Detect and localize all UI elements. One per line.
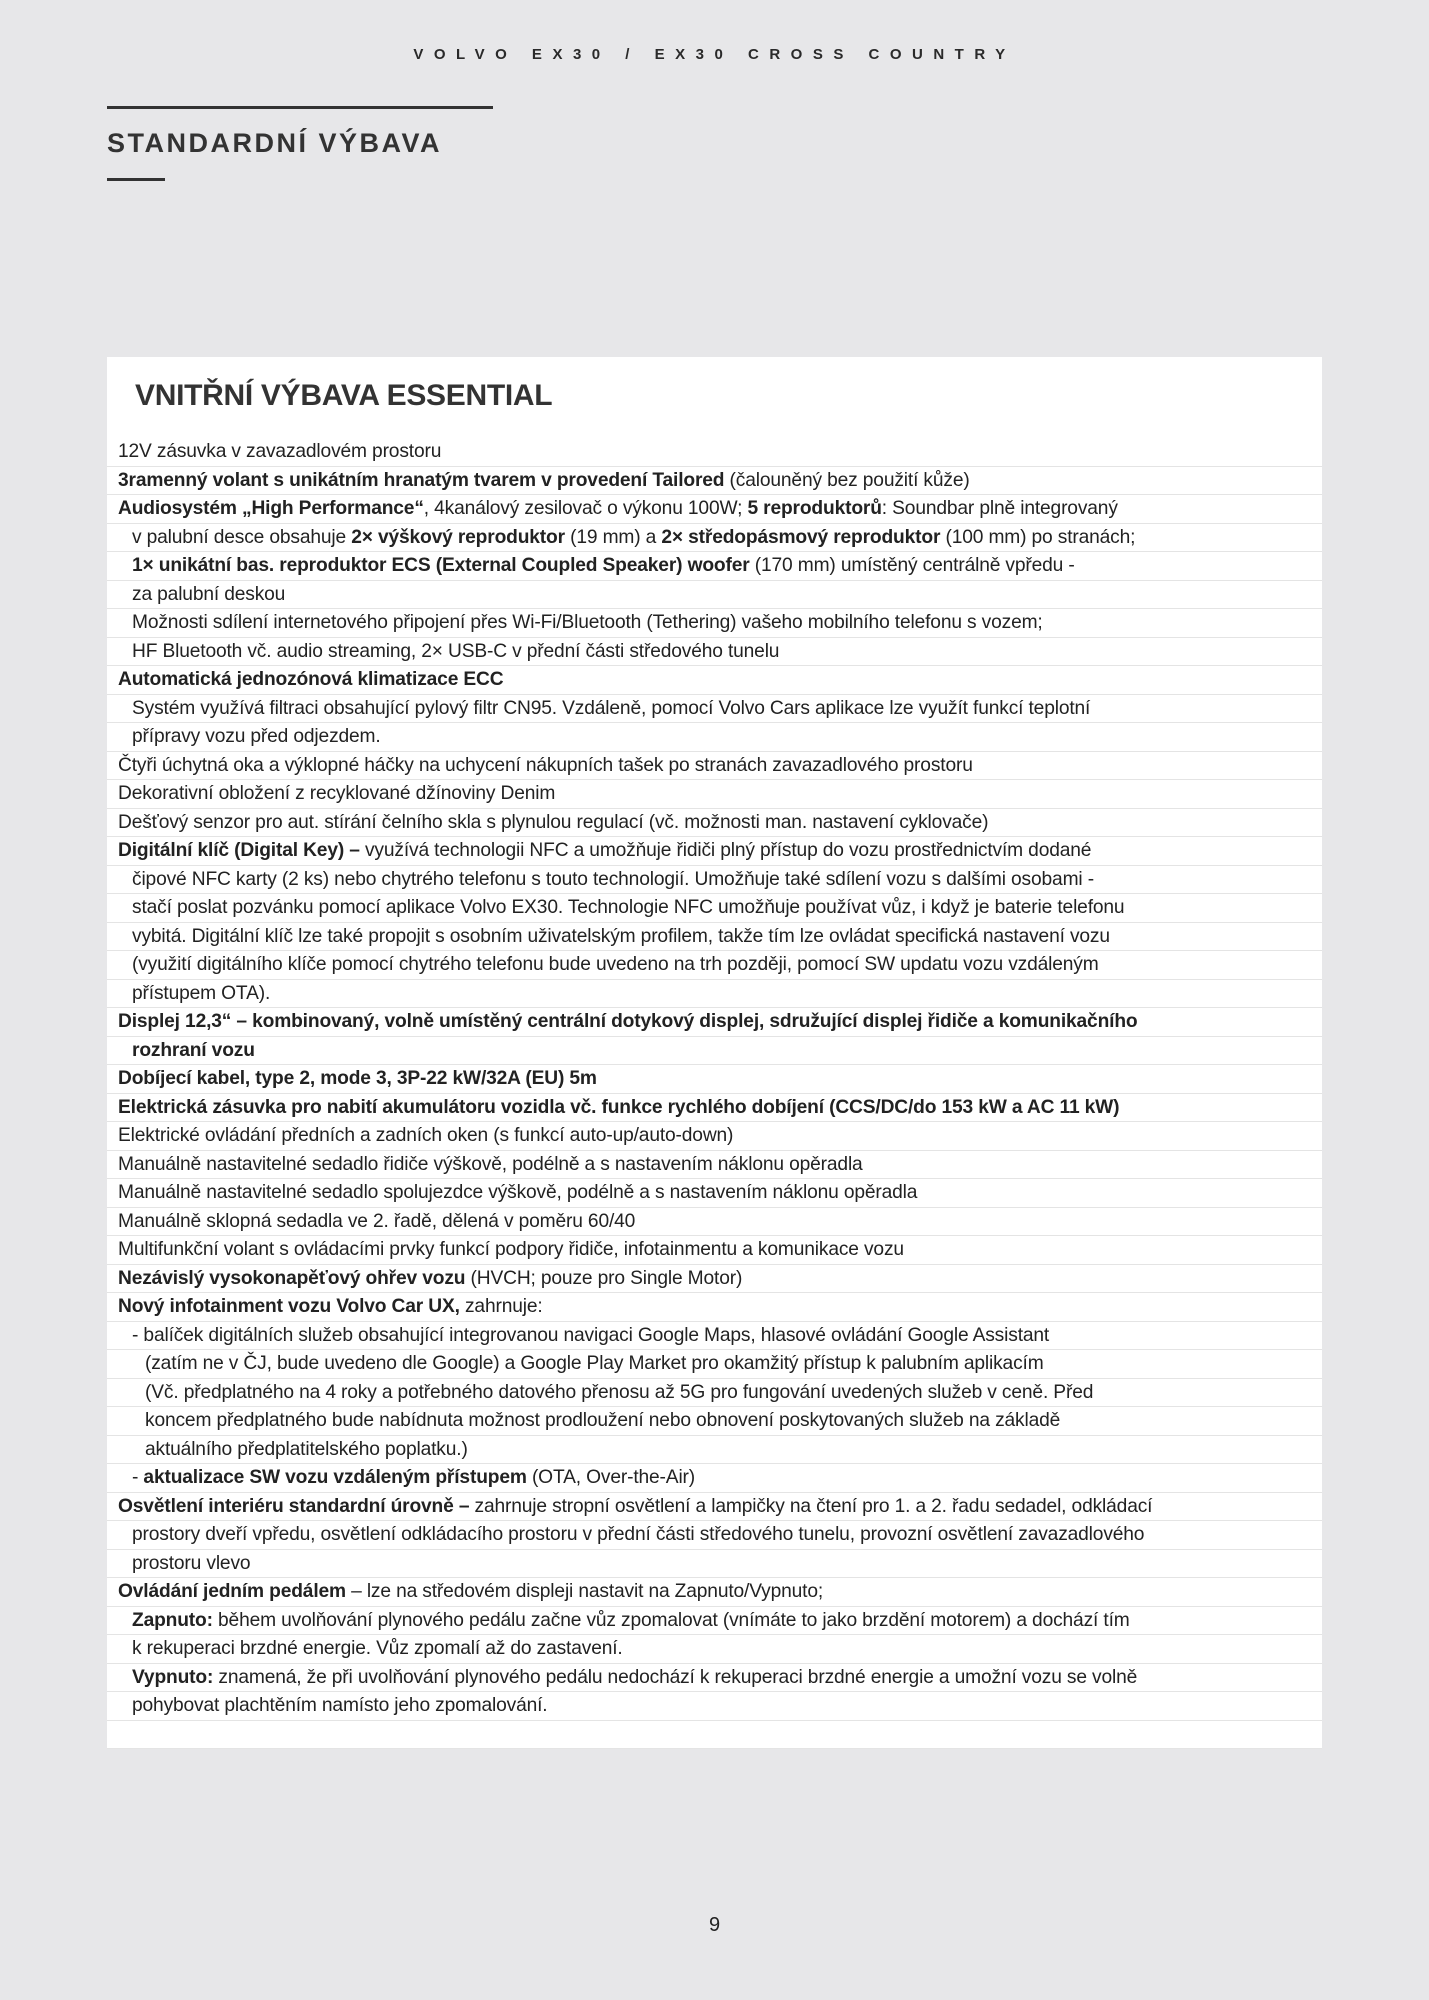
list-item	[107, 1322, 1322, 1351]
text: Manuálně sklopná sedadla ve 2. řadě, dělená v poměru 60/40	[118, 1210, 636, 1232]
text: Multifunkční volant s ovládacími prvky funkcí podpory řidiče, infotainmentu a komunikace vozu	[118, 1239, 904, 1260]
list-item	[107, 894, 1322, 923]
list-item	[107, 1293, 1322, 1322]
text: Dešťový senzor pro aut. stírání čelního skla s plynulou regulací (vč. možnosti man. nastavení cyklovače)	[118, 811, 989, 833]
text: : Soundbar plně integrovaný	[881, 498, 1118, 519]
text: prostoru vlevo	[132, 1552, 251, 1574]
bold-text: Elektrická zásuvka pro nabití akumulátoru vozidla vč. funkce rychlého dobíjení (CCS/DC/do 153 kW a AC 11 kW)	[118, 1096, 1120, 1118]
text: využívá technologii NFC a umožňuje řidiči plný přístup do vozu prostřednictvím dodané	[359, 840, 1092, 861]
list-item	[107, 951, 1322, 980]
list-item	[107, 609, 1322, 638]
list-item	[107, 1407, 1322, 1436]
bold-text: rozhraní vozu	[132, 1039, 255, 1061]
document-header: VOLVO EX30 / EX30 CROSS COUNTRY	[413, 46, 1016, 63]
text: (100 mm) po stranách;	[940, 526, 1136, 548]
list-item	[107, 638, 1322, 667]
text: v palubní desce obsahuje	[132, 526, 352, 548]
text: Možnosti sdílení internetového připojení přes Wi-Fi/Bluetooth (Tethering) vašeho mobilního telefonu s vozem;	[132, 612, 1043, 633]
text: Systém využívá filtraci obsahující pylový filtr CN95. Vzdáleně, pomocí Volvo Cars aplikace lze využít funkcí teplotní	[132, 697, 1091, 719]
bold-text: Dobíjecí kabel, type 2, mode 3, 3P-22 kW/32A (EU) 5m	[118, 1068, 597, 1089]
list-item	[107, 1692, 1322, 1721]
bold-text: Audiosystém „High Performance“	[118, 498, 424, 519]
text: - balíček digitálních služeb obsahující integrovanou navigaci Google Maps, hlasové ovládání Google Assistant	[132, 1324, 1050, 1346]
divider-line	[107, 106, 493, 109]
bold-text: 2× výškový reproduktor	[351, 526, 565, 548]
text: stačí poslat pozvánku pomocí aplikace Volvo EX30. Technologie NFC umožňuje používat vůz, i když je baterie telefonu	[132, 897, 1125, 918]
text: Manuálně nastavitelné sedadlo řidiče výškově, podélně a s nastavením náklonu opěradla	[118, 1153, 863, 1175]
bold-text: Nový infotainment vozu Volvo Car UX,	[118, 1296, 460, 1317]
bold-text: Osvětlení interiéru standardní úrovně –	[118, 1495, 470, 1517]
equipment-panel	[107, 357, 1322, 1748]
list-item	[107, 1379, 1322, 1408]
list-item	[107, 695, 1322, 724]
bold-text: Displej 12,3“ – kombinovaný, volně umístěný centrální dotykový displej, sdružující displej řidiče a komunikačního	[118, 1011, 1138, 1032]
text: (čalouněný bez použití kůže)	[724, 469, 970, 491]
text: – lze na středovém displeji nastavit na Zapnuto/Vypnuto;	[345, 1581, 824, 1602]
list-item	[107, 524, 1322, 553]
bold-text: 3ramenný volant s unikátním hranatým tvarem v provedení Tailored	[118, 469, 725, 491]
bold-text: Nezávislý vysokonapěťový ohřev vozu	[118, 1267, 466, 1289]
text: (Vč. předplatného na 4 roky a potřebného datového přenosu až 5G pro fungování uvedených služeb v ceně. Před	[145, 1381, 1094, 1403]
list-item	[107, 1635, 1322, 1664]
list-item	[107, 1350, 1322, 1379]
text: prostory dveří vpředu, osvětlení odkládacího prostoru v přední části středového tunelu, provozní osvětlení zavazadlového	[132, 1524, 1145, 1545]
text: Manuálně nastavitelné sedadlo spolujezdce výškově, podélně a s nastavením náklonu opěradla	[118, 1182, 918, 1203]
list-item	[107, 438, 1322, 467]
text: Dekorativní obložení z recyklované džínoviny Denim	[118, 783, 556, 804]
list-item	[107, 1208, 1322, 1237]
text: znamená, že při uvolňování plynového pedálu nedochází k rekuperaci brzdné energie a umožní vozu se volně	[213, 1666, 1138, 1688]
list-item	[107, 467, 1322, 496]
text: Elektrické ovládání předních a zadních oken (s funkcí auto-up/auto-down)	[118, 1125, 734, 1146]
bold-text: Zapnuto:	[132, 1609, 213, 1631]
page-title: STANDARDNÍ VÝBAVA	[107, 128, 443, 158]
text: zahrnuje stropní osvětlení a lampičky na čtení pro 1. a 2. řadu sedadel, odkládací	[469, 1495, 1153, 1517]
list-item	[107, 1464, 1322, 1493]
divider-short	[107, 178, 165, 181]
section-heading: VNITŘNÍ VÝBAVA ESSENTIAL	[135, 379, 553, 412]
text: pohybovat plachtěním namísto jeho zpomalování.	[132, 1695, 548, 1716]
text: (HVCH; pouze pro Single Motor)	[465, 1267, 743, 1289]
text: (OTA, Over-the-Air)	[526, 1467, 696, 1488]
text: vybitá. Digitální klíč lze také propojit s osobním uživatelským profilem, takže tím lze ovládat specifická nastavení vozu	[132, 925, 1110, 947]
text: 12V zásuvka v zavazadlovém prostoru	[118, 441, 442, 462]
text: koncem předplatného bude nabídnuta možnost prodloužení nebo obnovení poskytovaných služeb na základě	[145, 1410, 1061, 1431]
list-item	[107, 1008, 1322, 1037]
list-item	[107, 1550, 1322, 1579]
list-item	[107, 1122, 1322, 1151]
list-item	[107, 1151, 1322, 1180]
text: přípravy vozu před odjezdem.	[132, 726, 381, 747]
text: (19 mm) a	[564, 526, 662, 548]
list-item	[107, 1607, 1322, 1636]
bold-text: 1× unikátní bas. reproduktor ECS (External Coupled Speaker) woofer	[132, 555, 750, 576]
text: zahrnuje:	[459, 1296, 543, 1317]
bold-text: 2× středopásmový reproduktor	[661, 526, 941, 548]
list-item	[107, 1094, 1322, 1123]
text: (zatím ne v ČJ, bude uvedeno dle Google) a Google Play Market pro okamžitý přístup k palubním aplikacím	[145, 1353, 1044, 1374]
bold-text: aktualizace SW vozu vzdáleným přístupem	[143, 1467, 527, 1488]
list-item	[107, 1721, 1322, 1750]
text: čipové NFC karty (2 ks) nebo chytrého telefonu s touto technologií. Umožňuje také sdílení vozu s dalšími osobami -	[132, 868, 1094, 890]
text: -	[132, 1467, 144, 1488]
text: přístupem OTA).	[132, 982, 271, 1004]
list-item	[107, 1037, 1322, 1066]
list-item	[107, 837, 1322, 866]
list-item	[107, 752, 1322, 781]
list-item	[107, 1493, 1322, 1522]
list-item	[107, 1578, 1322, 1607]
bold-text: Digitální klíč (Digital Key) –	[118, 840, 360, 861]
list-item	[107, 866, 1322, 895]
list-item	[107, 809, 1322, 838]
list-item	[107, 1265, 1322, 1294]
text: (170 mm) umístěný centrálně vpředu -	[749, 555, 1075, 576]
bold-text: Ovládání jedním pedálem	[118, 1581, 346, 1602]
list-item	[107, 780, 1322, 809]
page-number: 9	[708, 1914, 721, 1936]
bold-text: Automatická jednozónová klimatizace ECC	[118, 669, 504, 690]
text: HF Bluetooth vč. audio streaming, 2× USB-C v přední části středového tunelu	[132, 640, 780, 662]
list-item	[107, 495, 1322, 524]
list-item	[107, 1236, 1322, 1265]
text: (využití digitálního klíče pomocí chytrého telefonu bude uvedeno na trh později, pomocí SW updatu vozu vzdáleným	[132, 954, 1099, 975]
list-item	[107, 1065, 1322, 1094]
bold-text: 5 reproduktorů	[747, 498, 882, 519]
list-item	[107, 1436, 1322, 1465]
list-item	[107, 723, 1322, 752]
list-item	[107, 1664, 1322, 1693]
text: k rekuperaci brzdné energie. Vůz zpomalí až do zastavení.	[132, 1638, 623, 1659]
list-item	[107, 581, 1322, 610]
list-item	[107, 923, 1322, 952]
list-item	[107, 666, 1322, 695]
list-item	[107, 552, 1322, 581]
text: aktuálního předplatitelského poplatku.)	[145, 1438, 468, 1460]
list-item	[107, 980, 1322, 1009]
text: , 4kanálový zesilovač o výkonu 100W;	[423, 498, 748, 519]
text: za palubní deskou	[132, 583, 286, 605]
list-item	[107, 1521, 1322, 1550]
bold-text: Vypnuto:	[132, 1666, 214, 1688]
text: Čtyři úchytná oka a výklopné háčky na uchycení nákupních tašek po stranách zavazadlového prostoru	[118, 754, 973, 776]
text: během uvolňování plynového pedálu začne vůz zpomalovat (vnímáte to jako brzdění motorem) a dochází tím	[212, 1609, 1130, 1631]
list-item	[107, 1179, 1322, 1208]
equipment-list	[107, 438, 1322, 1749]
